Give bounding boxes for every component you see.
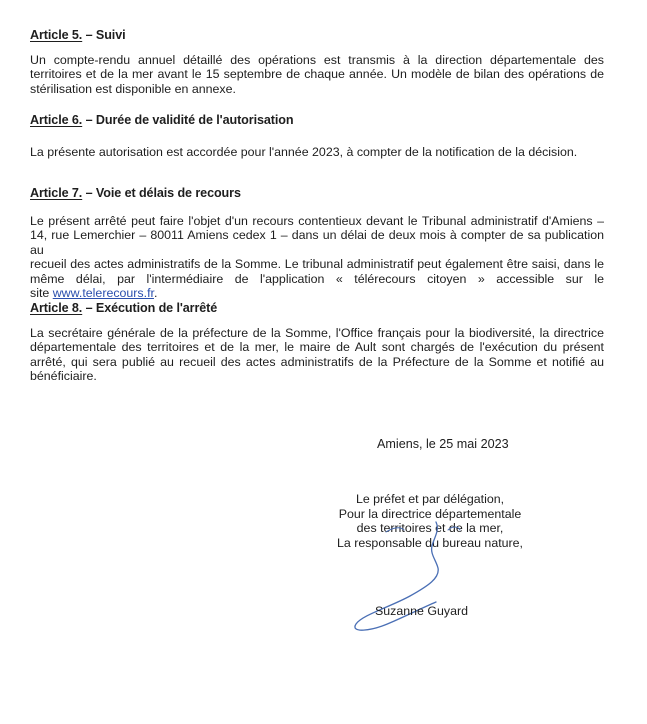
article-8-body (30, 326, 604, 384)
article-7-line: recueil des actes administratifs de la Somme. Le tribunal administratif peut également être saisi, dans le (30, 257, 604, 272)
article-5-line: territoires et de la mer avant le 15 septembre de chaque année. Un modèle de bilan des opérations de (30, 67, 604, 82)
article-7-line: 14, rue Lemerchier – 80011 Amiens cedex 1 – dans un délai de deux mois à compter de sa publication au (30, 228, 604, 257)
article-8-number: Article 8. (30, 301, 83, 315)
article-7-body (30, 214, 604, 300)
handwritten-signature (340, 520, 490, 640)
article-7-line: Le présent arrêté peut faire l'objet d'un recours contentieux devant le Tribunal administratif d'Amiens – (30, 214, 604, 228)
article-7-number: Article 7. (30, 186, 83, 200)
article-6-number: Article 6. (30, 113, 83, 127)
article-5-number: Article 5. (30, 28, 83, 42)
telerecours-link[interactable]: www.telerecours.fr (52, 286, 154, 301)
article-7-last-prefix: site (30, 286, 53, 301)
article-8-line: arrêté, qui sera publié au recueil des actes administratifs de la Préfecture de la Somme et notifié au (30, 354, 604, 369)
article-5-title: – Suivi (82, 28, 126, 42)
article-7-title: – Voie et délais de recours (82, 186, 241, 200)
article-5-line: stérilisation est disponible en annexe. (30, 81, 236, 96)
place-date: Amiens, le 25 mai 2023 (377, 437, 509, 451)
signature-line: des territoires et de la mer, (356, 521, 504, 536)
article-8-line: bénéficiaire. (30, 369, 97, 384)
article-7-heading (30, 186, 241, 200)
signature-line: La responsable du bureau nature, (337, 535, 523, 550)
article-7-last-suffix: . (153, 286, 158, 301)
article-5-line: Un compte-rendu annuel détaillé des opérations est transmis à la direction départementale des (30, 53, 604, 67)
article-8-line: départementale des territoires et de la mer, le maire de Ault sont chargés de l'exécution du présent (30, 340, 604, 355)
article-5-heading (30, 28, 126, 42)
article-5-body (30, 53, 604, 96)
article-6-heading (30, 113, 293, 127)
article-8-title: – Exécution de l'arrêté (82, 301, 218, 315)
article-8-heading (30, 301, 217, 315)
article-8-line: La secrétaire générale de la préfecture de la Somme, l'Office français pour la biodiversité, la directrice (30, 326, 604, 340)
signature-line: Le préfet et par délégation, (355, 492, 505, 506)
article-6-line: La présente autorisation est accordée pour l'année 2023, à compter de la notification de la décision. (30, 145, 578, 159)
article-6-body (30, 145, 604, 159)
article-7-last-line (30, 286, 604, 300)
signer-name: Suzanne Guyard (375, 604, 468, 618)
article-7-line: même délai, par l'intermédiaire de l'application « télérecours citoyen » accessible sur le (30, 271, 604, 286)
signature-line: Pour la directrice départementale (338, 506, 522, 521)
article-6-title: – Durée de validité de l'autorisation (82, 113, 294, 127)
